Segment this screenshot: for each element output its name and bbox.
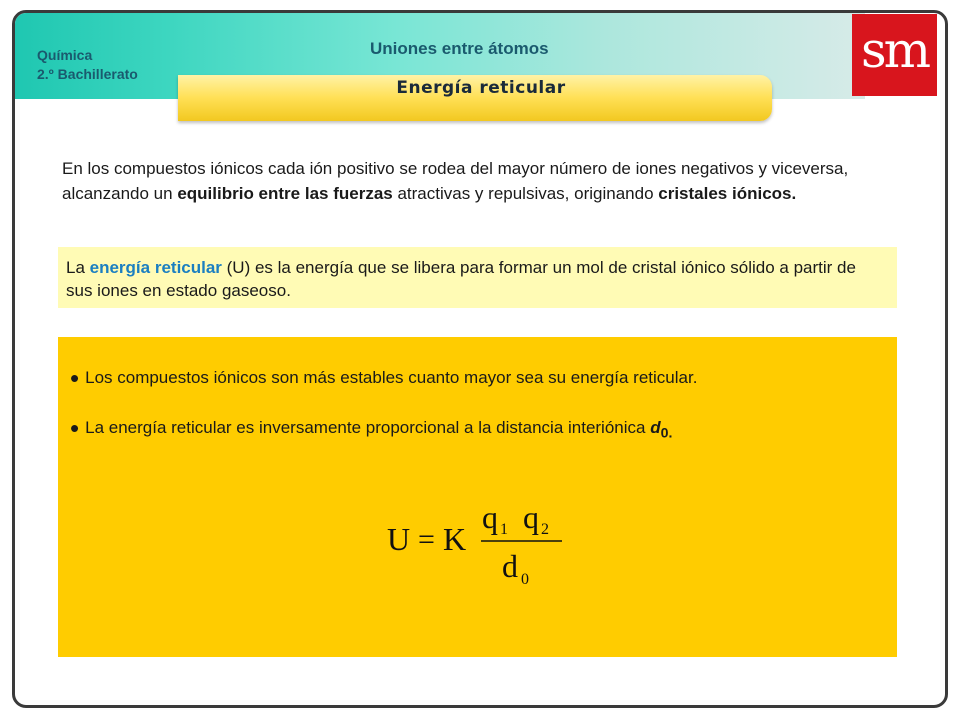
formula-q1: q: [482, 503, 498, 535]
key-points-box: [58, 337, 897, 657]
bullet-item: [70, 413, 672, 444]
section-title: Energía reticular: [396, 78, 566, 98]
formula-lhs: U: [387, 521, 411, 557]
formula-equals: =: [418, 523, 435, 556]
distance-variable: $d_{0.}$: [650, 418, 673, 442]
definition-text-2: (U) es la energía que se libera para formar un mol de cristal iónico sólido a partir de sus iones en estado gaseoso.: [66, 258, 856, 300]
subject-name: Química: [37, 47, 93, 63]
lattice-energy-formula: [385, 503, 585, 593]
bullet-item: [70, 363, 697, 394]
intro-text-2: atractivas y repulsivas, originando: [392, 184, 659, 203]
intro-paragraph: [62, 156, 862, 206]
formula-d: d: [502, 548, 518, 584]
unit-title: Uniones entre átomos: [370, 39, 549, 58]
bullet-text: Los compuestos iónicos son más estables cuanto mayor sea su energía reticular.: [85, 368, 698, 387]
formula-d-sub: 0: [521, 571, 529, 588]
formula-constant: K: [443, 521, 467, 557]
intro-bold-2: cristales iónicos.: [658, 184, 797, 203]
formula-q1-sub: 1: [500, 521, 508, 538]
intro-text-1: En los compuestos iónicos cada ión positivo se rodea del mayor número de iones negativos y viceversa, alcanzando un: [62, 159, 849, 203]
sm-logo: [852, 14, 937, 96]
definition-highlight: energía reticular: [89, 258, 222, 277]
intro-bold-1: equilibrio entre las fuerzas: [177, 184, 393, 203]
definition-text-1: La: [66, 258, 90, 277]
definition-box: [58, 247, 897, 308]
definition-text: [66, 256, 886, 302]
bullet-text: La energía reticular es inversamente proporcional a la distancia interiónica: [85, 418, 651, 437]
logo-text: sm: [860, 21, 929, 79]
course-level: 2.º Bachillerato: [37, 66, 138, 82]
formula-q2: q: [523, 503, 539, 535]
formula-q2-sub: 2: [541, 521, 549, 538]
bullet-dot-icon: •: [70, 363, 80, 393]
bullet-dot-icon: •: [70, 413, 80, 443]
